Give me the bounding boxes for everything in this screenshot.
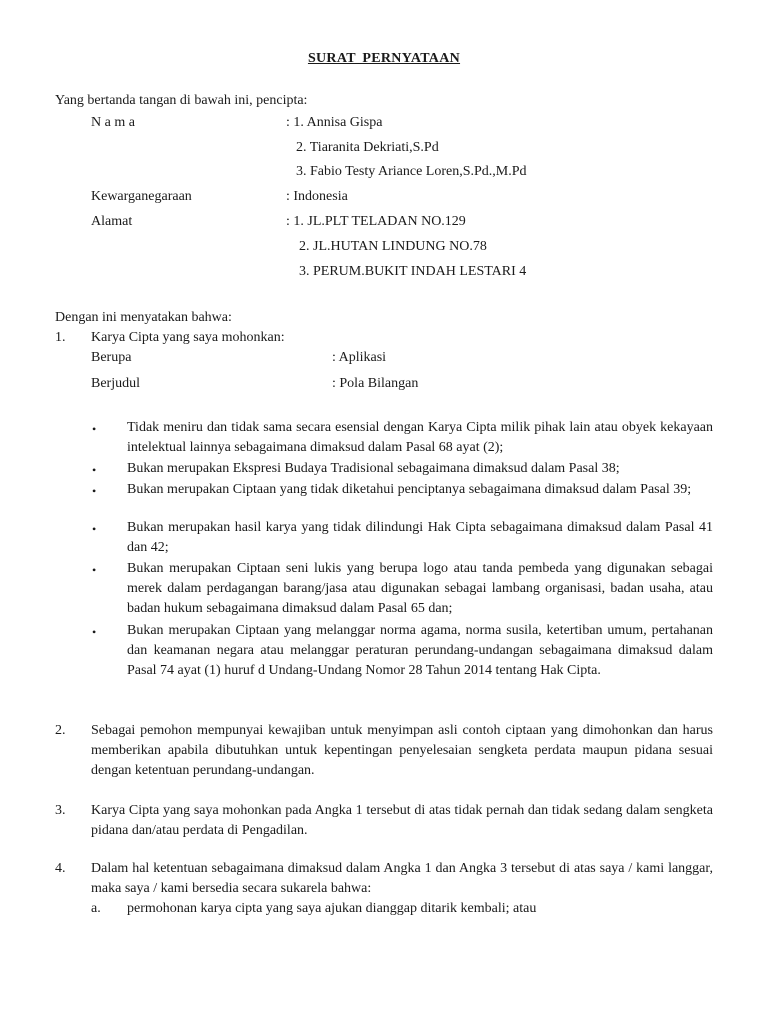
intro-text: Yang bertanda tangan di bawah ini, pencipta: [55,93,308,108]
bullet-item: Bukan merupakan Ciptaan yang tidak diketahui penciptanya sebagaimana dimaksud dalam Pasal 39; [127,482,692,497]
nama-value-1: : 1. Annisa Gispa [286,115,383,130]
item-2-text: Sebagai pemohon mempunyai kewajiban untuk menyimpan asli contoh ciptaan yang dimohonkan dan harus memberikan apabila dibutuhkan untuk kepentingan penyelesaian sengketa perdata maupun pidana sesuai dengan ketentuan perundang-undangan. [91,723,713,778]
item-4-sub-a-text: permohonan karya cipta yang saya ajukan dianggap ditarik kembali; atau [127,901,537,916]
kewarganegaraan-label: Kewarganegaraan [91,189,192,204]
bullet-item: Bukan merupakan Ciptaan seni lukis yang berupa logo atau tanda pembeda yang digunakan sebagai merek dalam perdagangan barang/jasa atau digunakan sebagai lambang organisasi, badan usaha, atau badan hukum sebagaimana dimaksud dalam Pasal 65 dan; [127,561,713,616]
berjudul-label: Berjudul [91,376,140,391]
bullet-item: Tidak meniru dan tidak sama secara esensial dengan Karya Cipta milik pihak lain atau obyek kekayaan intelektual lainnya sebagaimana dimaksud dalam Pasal 68 ayat (2); [127,420,713,455]
bullet-marker: • [92,563,97,577]
berupa-label: Berupa [91,350,132,365]
bullet-item: Bukan merupakan Ciptaan yang melanggar norma agama, norma susila, ketertiban umum, pertahanan dan keamanan negara atau melanggar peraturan perundang-undangan sebagaimana dimaksud dalam Pasal 74 ayat (1) huruf d Undang-Undang Nomor 28 Tahun 2014 tentang Hak Cipta. [127,623,713,678]
berupa-value: : Aplikasi [332,350,387,365]
berjudul-value: : Pola Bilangan [332,376,419,391]
item-1-text: Karya Cipta yang saya mohonkan: [91,330,285,345]
item-4-number: 4. [55,861,66,876]
alamat-label: Alamat [91,214,133,229]
bullet-item: Bukan merupakan Ekspresi Budaya Tradisional sebagaimana dimaksud dalam Pasal 38; [127,461,620,476]
document-title: SURAT PERNYATAAN [307,51,461,66]
bullet-marker: • [92,625,97,639]
nama-label: N a m a [91,115,135,130]
item-3-number: 3. [55,803,66,818]
alamat-value-2: 2. JL.HUTAN LINDUNG NO.78 [299,239,487,254]
alamat-value-1: : 1. JL.PLT TELADAN NO.129 [286,214,466,229]
item-4-sub-a-label: a. [91,901,101,916]
kewarganegaraan-value: : Indonesia [286,189,348,204]
statement-intro: Dengan ini menyatakan bahwa: [55,310,232,325]
bullet-marker: • [92,422,97,436]
bullet-marker: • [92,463,97,477]
bullet-item: Bukan merupakan hasil karya yang tidak dilindungi Hak Cipta sebagaimana dimaksud dalam Pasal 41 dan 42; [127,520,713,555]
nama-value-2: 2. Tiaranita Dekriati,S.Pd [296,140,439,155]
item-4-text: Dalam hal ketentuan sebagaimana dimaksud dalam Angka 1 dan Angka 3 tersebut di atas saya / kami langgar, maka saya / kami bersedia secara sukarela bahwa: [91,861,713,896]
alamat-value-3: 3. PERUM.BUKIT INDAH LESTARI 4 [299,264,527,279]
bullet-marker: • [92,484,97,498]
item-3-text: Karya Cipta yang saya mohonkan pada Angka 1 tersebut di atas tidak pernah dan tidak sedang dalam sengketa pidana dan/atau perdata di Pengadilan. [91,803,713,838]
item-2-number: 2. [55,723,66,738]
nama-value-3: 3. Fabio Testy Ariance Loren,S.Pd.,M.Pd [296,164,527,179]
item-1-number: 1. [55,330,66,345]
bullet-marker: • [92,522,97,536]
